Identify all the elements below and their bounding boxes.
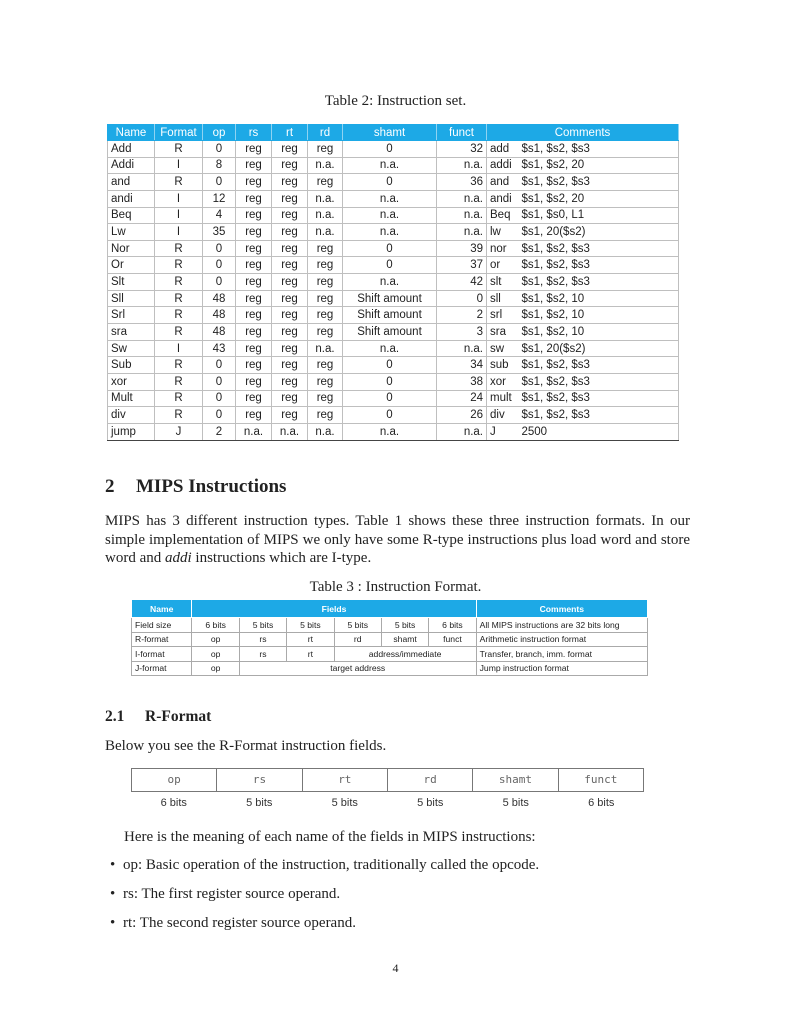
table-cell: n.a. (437, 207, 487, 224)
table-cell: n.a. (272, 423, 308, 440)
table-cell: I (155, 224, 203, 241)
table-cell: reg (272, 307, 308, 324)
table-cell: 12 (203, 190, 236, 207)
table-row (108, 307, 679, 324)
table-cell: I (155, 340, 203, 357)
table-cell: 39 (437, 240, 487, 257)
column-header: Fields (192, 600, 476, 618)
table-cell: n.a. (343, 340, 437, 357)
bullet-icon: • (110, 915, 116, 931)
table-cell: 5 bits (287, 618, 334, 633)
section-number: 2 (105, 476, 115, 497)
comment-operands: $s1, $s2, $s3 (519, 373, 679, 390)
comment-operands: $s1, $s2, 10 (519, 307, 679, 324)
comment-operands: $s1, $s2, $s3 (519, 274, 679, 291)
table-cell: 0 (343, 357, 437, 374)
table-cell: reg (272, 157, 308, 174)
table-cell: 0 (203, 257, 236, 274)
table-cell: reg (308, 324, 343, 341)
table-cell: and (108, 174, 155, 191)
table-cell: 0 (343, 141, 437, 158)
table-row (132, 647, 648, 662)
table-cell: Beq (108, 207, 155, 224)
table-cell: n.a. (437, 190, 487, 207)
table-cell: reg (308, 390, 343, 407)
column-header: Format (155, 125, 203, 141)
table-cell: 6 bits (192, 618, 239, 633)
table-cell: sra (108, 324, 155, 341)
table-cell: reg (308, 290, 343, 307)
table-cell: 48 (203, 307, 236, 324)
table-cell: n.a. (236, 423, 272, 440)
table-row (108, 190, 679, 207)
table-cell: rd (334, 632, 381, 647)
table-cell: reg (272, 290, 308, 307)
comment-operands: $s1, $s2, $s3 (519, 390, 679, 407)
table-cell: reg (236, 390, 272, 407)
table-cell: 0 (437, 290, 487, 307)
table-cell: div (108, 407, 155, 424)
comment-mnemonic: or (487, 257, 519, 274)
subsection-title: R-Format (145, 708, 212, 725)
comment-operands: $s1, $s2, $s3 (519, 357, 679, 374)
table-cell: 5 bits (239, 618, 286, 633)
table-cell: reg (236, 224, 272, 241)
paragraph-text: instructions which are I-type. (191, 550, 372, 566)
table-cell: reg (308, 407, 343, 424)
table-cell: n.a. (343, 423, 437, 440)
list-item (110, 857, 539, 886)
table-cell: R (155, 240, 203, 257)
table-cell: reg (272, 190, 308, 207)
comment-operands: $s1, $s2, $s3 (519, 407, 679, 424)
field-meaning-list (110, 857, 539, 944)
table-cell: jump (108, 423, 155, 440)
table-cell: reg (308, 174, 343, 191)
table-row (108, 423, 679, 440)
comment-mnemonic: srl (487, 307, 519, 324)
table-cell: 2 (203, 423, 236, 440)
bullet-icon: • (110, 857, 116, 873)
table-row (108, 207, 679, 224)
table-header-row (108, 125, 679, 141)
table-cell: Nor (108, 240, 155, 257)
table-cell: R (155, 274, 203, 291)
table-cell: reg (272, 407, 308, 424)
table-cell: reg (236, 257, 272, 274)
table-cell: 42 (437, 274, 487, 291)
row-comment: Jump instruction format (476, 661, 647, 676)
table-cell: Or (108, 257, 155, 274)
table-cell: reg (272, 324, 308, 341)
table-cell: R (155, 257, 203, 274)
table-cell: 0 (343, 257, 437, 274)
table-cell: reg (236, 290, 272, 307)
table-cell: reg (308, 240, 343, 257)
row-name: Field size (132, 618, 192, 633)
table-cell: op (192, 632, 239, 647)
table-cell: 0 (343, 240, 437, 257)
comment-operands: $s1, $s2, $s3 (519, 257, 679, 274)
meaning-intro: Here is the meaning of each name of the fields in MIPS instructions: (124, 829, 536, 845)
comment-mnemonic: add (487, 141, 519, 158)
bit-width-label: 6 bits (588, 797, 615, 809)
table-cell: n.a. (437, 423, 487, 440)
field-box: rs (217, 769, 302, 791)
table-cell: 38 (437, 373, 487, 390)
table-cell: reg (308, 357, 343, 374)
table-cell: 8 (203, 157, 236, 174)
field-box: op (132, 769, 217, 791)
table-cell: 48 (203, 290, 236, 307)
row-name: R-format (132, 632, 192, 647)
table-cell: Sw (108, 340, 155, 357)
table-row (132, 618, 648, 633)
table-header-row (132, 600, 648, 618)
r-format-bit-widths (131, 797, 644, 809)
table-cell: shamt (381, 632, 428, 647)
table-cell: reg (272, 340, 308, 357)
table-cell: n.a. (308, 157, 343, 174)
table-cell: reg (236, 307, 272, 324)
bit-width-label: 6 bits (160, 797, 187, 809)
column-header: Comments (487, 125, 679, 141)
table-cell: 0 (343, 390, 437, 407)
comment-mnemonic: mult (487, 390, 519, 407)
table-cell: target address (239, 661, 476, 676)
table-cell: n.a. (308, 423, 343, 440)
table-cell: n.a. (437, 340, 487, 357)
table-cell: reg (236, 274, 272, 291)
paragraph-emphasis: addi (165, 550, 192, 566)
table-cell: 24 (437, 390, 487, 407)
table-cell: Srl (108, 307, 155, 324)
table-cell: reg (236, 157, 272, 174)
table-cell: Addi (108, 157, 155, 174)
table-cell: reg (272, 141, 308, 158)
section-paragraph (105, 512, 690, 568)
row-comment: Transfer, branch, imm. format (476, 647, 647, 662)
table-cell: reg (308, 274, 343, 291)
table-cell: Shift amount (343, 307, 437, 324)
table-cell: rt (287, 647, 334, 662)
table-row (108, 290, 679, 307)
comment-operands: $s1, $s2, $s3 (519, 141, 679, 158)
table-cell: reg (272, 240, 308, 257)
section-title: MIPS Instructions (136, 476, 287, 497)
table-cell: reg (236, 207, 272, 224)
table-row (108, 340, 679, 357)
comment-operands: $s1, $s2, 10 (519, 290, 679, 307)
comment-mnemonic: xor (487, 373, 519, 390)
table-row (108, 390, 679, 407)
table-cell: n.a. (343, 207, 437, 224)
subsection-number: 2.1 (105, 708, 125, 725)
table-cell: R (155, 141, 203, 158)
list-item-text: op: Basic operation of the instruction, traditionally called the opcode. (123, 857, 540, 873)
subsection-heading (105, 708, 211, 726)
table-cell: I (155, 157, 203, 174)
table2-caption: Table 2: Instruction set. (324, 93, 467, 109)
table-cell: op (192, 647, 239, 662)
table-row (108, 174, 679, 191)
bit-width-label: 5 bits (417, 797, 444, 809)
bit-width-label: 5 bits (502, 797, 529, 809)
table-cell: reg (272, 257, 308, 274)
table-cell: Sll (108, 290, 155, 307)
table-cell: n.a. (343, 157, 437, 174)
list-item-text: rs: The first register source operand. (123, 886, 341, 902)
section-heading (105, 476, 286, 498)
table-cell: 48 (203, 324, 236, 341)
column-header: shamt (343, 125, 437, 141)
column-header: rt (272, 125, 308, 141)
table-cell: reg (236, 240, 272, 257)
table-cell: reg (236, 340, 272, 357)
table-cell: reg (272, 357, 308, 374)
table-cell: 0 (203, 174, 236, 191)
bit-width-label: 5 bits (246, 797, 273, 809)
table-cell: n.a. (308, 340, 343, 357)
field-box: rt (303, 769, 388, 791)
table-cell: n.a. (308, 224, 343, 241)
table-cell: 0 (203, 390, 236, 407)
table-cell: 0 (343, 407, 437, 424)
field-box: funct (584, 773, 618, 786)
bit-width-label: 5 bits (331, 797, 358, 809)
field-box: rd (388, 769, 473, 791)
comment-operands: $s1, 20($s2) (519, 224, 679, 241)
table-cell: 37 (437, 257, 487, 274)
table-row (108, 373, 679, 390)
table-cell: 0 (343, 174, 437, 191)
table-cell: 0 (203, 274, 236, 291)
table-cell: xor (108, 373, 155, 390)
comment-mnemonic: sub (487, 357, 519, 374)
table-cell: reg (272, 373, 308, 390)
table-row (108, 157, 679, 174)
comment-operands: $s1, $s2, $s3 (519, 174, 679, 191)
table-row (108, 224, 679, 241)
comment-mnemonic: nor (487, 240, 519, 257)
table-cell: n.a. (308, 207, 343, 224)
table-cell: address/immediate (334, 647, 476, 662)
table-cell: op (192, 661, 239, 676)
table-cell: R (155, 174, 203, 191)
table-cell: reg (236, 407, 272, 424)
table-row (108, 257, 679, 274)
table-cell: J (155, 423, 203, 440)
list-item (110, 915, 539, 944)
column-header: rs (236, 125, 272, 141)
table-cell: 0 (203, 407, 236, 424)
comment-operands: 2500 (519, 423, 679, 440)
table-cell: reg (272, 174, 308, 191)
table-cell: Lw (108, 224, 155, 241)
table-cell: funct (429, 632, 476, 647)
table-cell: 35 (203, 224, 236, 241)
table-row (132, 661, 648, 676)
table-cell: 2 (437, 307, 487, 324)
table-cell: I (155, 207, 203, 224)
table-cell: 5 bits (334, 618, 381, 633)
table3-caption: Table 3 : Instruction Format. (309, 579, 482, 595)
table-cell: rs (239, 647, 286, 662)
table-cell: 32 (437, 141, 487, 158)
column-header: funct (437, 125, 487, 141)
subsection-intro: Below you see the R-Format instruction fields. (105, 738, 387, 754)
table-cell: 0 (203, 141, 236, 158)
comment-mnemonic: slt (487, 274, 519, 291)
column-header: rd (308, 125, 343, 141)
table-cell: n.a. (343, 274, 437, 291)
table-cell: reg (236, 324, 272, 341)
table-cell: Mult (108, 390, 155, 407)
comment-operands: $s1, $s0, L1 (519, 207, 679, 224)
table-row (108, 357, 679, 374)
table-cell: 43 (203, 340, 236, 357)
column-header: Name (132, 600, 192, 618)
table-cell: Add (108, 141, 155, 158)
table-cell: 6 bits (429, 618, 476, 633)
row-comment: All MIPS instructions are 32 bits long (476, 618, 647, 633)
table-cell: R (155, 407, 203, 424)
table-cell: reg (272, 207, 308, 224)
table-cell: R (155, 373, 203, 390)
table-cell: reg (236, 141, 272, 158)
table-cell: 26 (437, 407, 487, 424)
list-item (110, 886, 539, 915)
table-cell: 36 (437, 174, 487, 191)
table-cell: R (155, 290, 203, 307)
row-comment: Arithmetic instruction format (476, 632, 647, 647)
table-cell: Shift amount (343, 324, 437, 341)
table-cell: reg (308, 373, 343, 390)
column-header: Name (108, 125, 155, 141)
paragraph-text: MIPS has 3 different instruction types. Table 1 shows these three instruction formats. In our simple implementation of MIPS we only have some R-type instructions plus load word and store word and (105, 513, 690, 566)
table-row (108, 141, 679, 158)
table-cell: 34 (437, 357, 487, 374)
table-cell: 4 (203, 207, 236, 224)
comment-mnemonic: J (487, 423, 519, 440)
table-cell: n.a. (437, 224, 487, 241)
table-cell: 0 (203, 373, 236, 390)
table-cell: Sub (108, 357, 155, 374)
table-cell: rt (287, 632, 334, 647)
comment-operands: $s1, 20($s2) (519, 340, 679, 357)
table-cell: reg (236, 190, 272, 207)
table-cell: Slt (108, 274, 155, 291)
table-cell: reg (236, 174, 272, 191)
table-cell: R (155, 390, 203, 407)
table-cell: R (155, 324, 203, 341)
table-cell: reg (308, 141, 343, 158)
instruction-format-table (131, 599, 648, 676)
comment-mnemonic: sra (487, 324, 519, 341)
instruction-set-table (107, 124, 679, 441)
table-cell: 0 (203, 240, 236, 257)
table-cell: reg (236, 373, 272, 390)
table-cell: reg (272, 274, 308, 291)
comment-mnemonic: addi (487, 157, 519, 174)
table-cell: I (155, 190, 203, 207)
table-cell: andi (108, 190, 155, 207)
table-cell: reg (272, 224, 308, 241)
table-cell: reg (236, 357, 272, 374)
table-cell: reg (308, 257, 343, 274)
column-header: Comments (476, 600, 647, 618)
table-cell: 0 (343, 373, 437, 390)
comment-mnemonic: sw (487, 340, 519, 357)
page-number: 4 (392, 961, 399, 975)
table-row (132, 632, 648, 647)
field-box: shamt (473, 769, 558, 791)
comment-operands: $s1, $s2, 20 (519, 157, 679, 174)
comment-operands: $s1, $s2, 10 (519, 324, 679, 341)
comment-mnemonic: Beq (487, 207, 519, 224)
table-row (108, 240, 679, 257)
table-cell: rs (239, 632, 286, 647)
table-cell: reg (308, 307, 343, 324)
bullet-icon: • (110, 886, 116, 902)
table-cell: reg (272, 390, 308, 407)
r-format-diagram (131, 768, 644, 792)
list-item-text: rt: The second register source operand. (123, 915, 356, 931)
column-header: op (203, 125, 236, 141)
table-cell: 3 (437, 324, 487, 341)
comment-mnemonic: sll (487, 290, 519, 307)
table-cell: n.a. (343, 190, 437, 207)
table-row (108, 324, 679, 341)
comment-mnemonic: and (487, 174, 519, 191)
table-cell: 0 (203, 357, 236, 374)
table-cell: 5 bits (381, 618, 428, 633)
table-cell: R (155, 307, 203, 324)
comment-operands: $s1, $s2, 20 (519, 190, 679, 207)
comment-mnemonic: lw (487, 224, 519, 241)
table-cell: n.a. (343, 224, 437, 241)
table-cell: n.a. (308, 190, 343, 207)
comment-mnemonic: div (487, 407, 519, 424)
comment-mnemonic: andi (487, 190, 519, 207)
comment-operands: $s1, $s2, $s3 (519, 240, 679, 257)
row-name: I-format (132, 647, 192, 662)
table-cell: n.a. (437, 157, 487, 174)
table-row (108, 407, 679, 424)
table-row (108, 274, 679, 291)
table-cell: R (155, 357, 203, 374)
row-name: J-format (132, 661, 192, 676)
table-cell: Shift amount (343, 290, 437, 307)
